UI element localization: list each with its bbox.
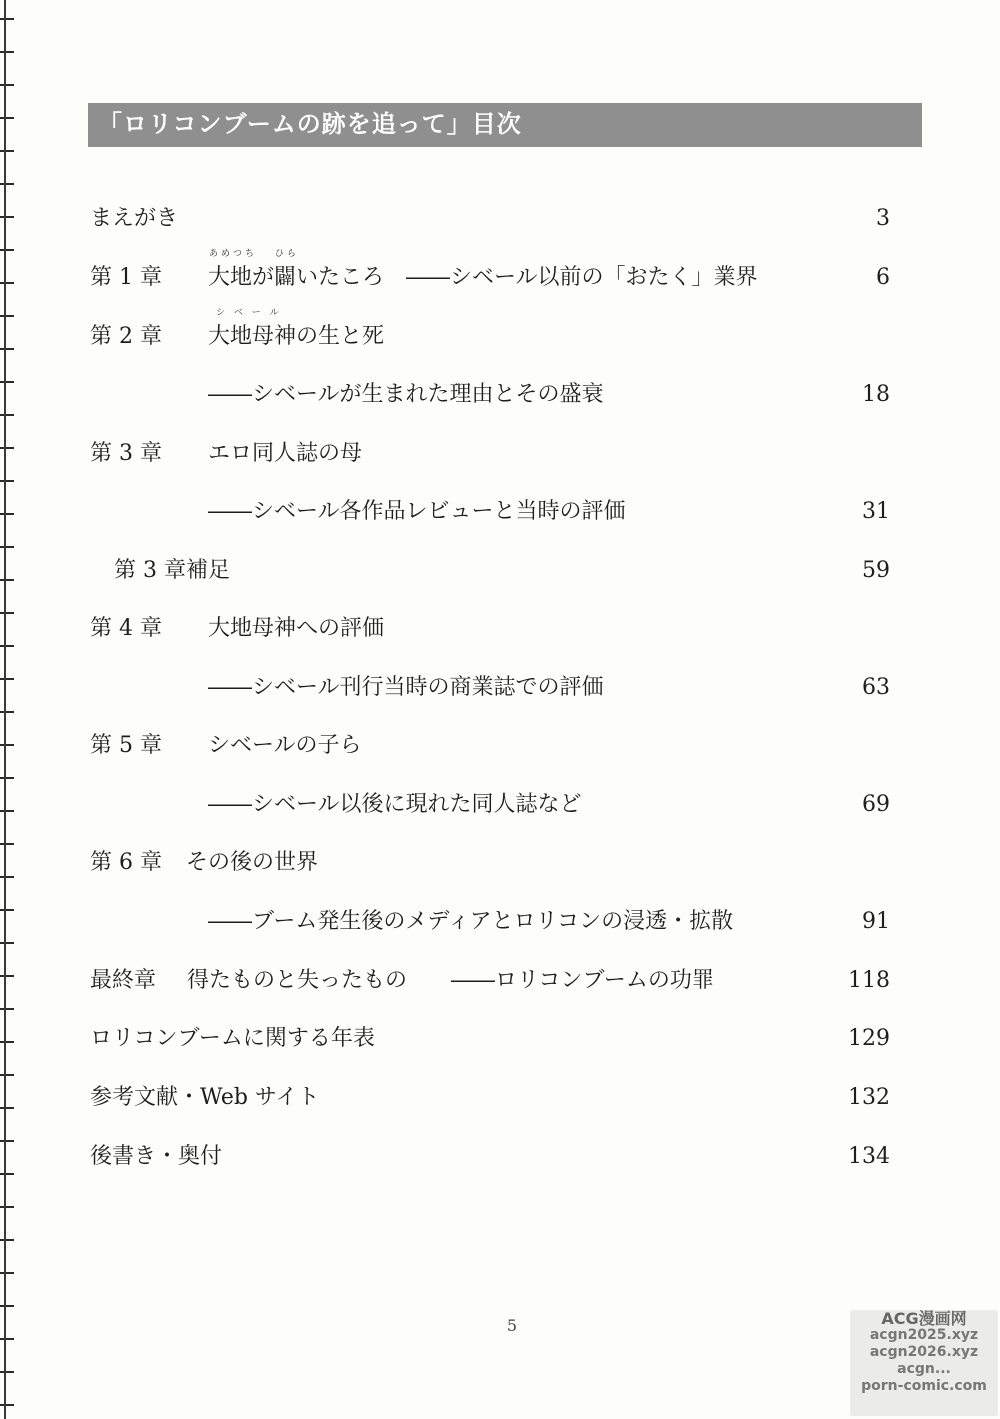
toc-label: 参考文献・Web サイト: [90, 1085, 320, 1110]
toc-page: 129: [848, 1026, 890, 1051]
toc-entry-chapter-1[interactable]: [90, 260, 890, 296]
toc-title: エロ同人誌の母: [208, 441, 363, 466]
toc-subtitle: ――ブーム発生後のメディアとロリコンの浸透・拡散: [208, 909, 734, 934]
watermark-url: porn-comic.com: [861, 1378, 987, 1394]
toc-page: 6: [876, 265, 890, 290]
toc-subentry-chapter-5: [90, 787, 890, 823]
toc-label: 第 3 章補足: [114, 558, 230, 583]
toc-title: その後の世界: [186, 850, 319, 875]
page-title: 「ロリコンブームの跡を追って」目次: [98, 110, 522, 138]
watermark-url: acgn2025.xyz: [869, 1327, 979, 1343]
toc-entry-chapter-6[interactable]: [90, 845, 890, 881]
toc-label: 第 5 章: [90, 733, 162, 758]
toc-entry-chapter-5[interactable]: [90, 728, 890, 764]
toc-label: 第 3 章: [90, 441, 162, 466]
toc-entry-chapter-3-supplement[interactable]: [90, 553, 890, 589]
toc-label: 第 4 章: [90, 616, 162, 641]
toc-page: 59: [862, 558, 890, 583]
toc-subtitle: ――シベール以後に現れた同人誌など: [208, 792, 582, 817]
toc-label: 最終章: [90, 968, 157, 993]
toc-label: 後書き・奥付: [90, 1144, 223, 1169]
toc-entry-final-chapter[interactable]: [90, 963, 890, 999]
toc-entry-chapter-2[interactable]: [90, 319, 890, 355]
toc-label: まえがき: [90, 206, 179, 231]
toc-page: 132: [848, 1085, 890, 1110]
page-number: 5: [506, 1316, 518, 1335]
watermark-url: acgn...: [897, 1361, 951, 1377]
toc-entry-preface[interactable]: [90, 201, 890, 237]
toc-page: 3: [876, 206, 890, 231]
toc-page: 63: [862, 675, 890, 700]
toc-entry-chapter-4[interactable]: [90, 611, 890, 647]
toc-title: 大地が闢いたころ ――シベール以前の「おたく」業界: [208, 265, 758, 290]
watermark-title: ACG漫画网: [881, 1309, 967, 1328]
toc-entry-afterword[interactable]: [90, 1139, 890, 1175]
toc-page: 69: [862, 792, 890, 817]
page-binding-edge: [0, 0, 14, 1419]
toc-page: 18: [862, 382, 890, 407]
toc-subtitle: ――シベール各作品レビューと当時の評価: [208, 499, 626, 524]
toc-label: ロリコンブームに関する年表: [90, 1026, 375, 1051]
toc-entry-chronology[interactable]: [90, 1021, 890, 1057]
toc-label: 第 1 章: [90, 265, 162, 290]
toc-subentry-chapter-4: [90, 670, 890, 706]
toc-subentry-chapter-6: [90, 904, 890, 940]
toc-entry-references[interactable]: [90, 1080, 890, 1116]
toc-page: 134: [848, 1144, 890, 1169]
toc-page: 91: [862, 909, 890, 934]
toc-title: シベールの子ら: [208, 733, 362, 758]
toc-title: 大地母神への評価: [208, 616, 385, 641]
toc-title: 得たものと失ったもの ――ロリコンブームの功罪: [187, 968, 714, 993]
watermark: [850, 1310, 998, 1416]
toc-subentry-chapter-3: [90, 494, 890, 530]
toc-subtitle: ――シベール刊行当時の商業誌での評価: [208, 675, 604, 700]
toc-subtitle: ――シベールが生まれた理由とその盛衰: [208, 382, 604, 407]
toc-entry-chapter-3[interactable]: [90, 436, 890, 472]
toc-title: 大地母神の生と死: [208, 324, 385, 349]
toc-page: 31: [862, 499, 890, 524]
watermark-url: acgn2026.xyz: [869, 1344, 979, 1360]
toc-label: 第 2 章: [90, 324, 162, 349]
toc-label: 第 6 章: [90, 850, 162, 875]
toc-subentry-chapter-2: [90, 377, 890, 413]
toc-page: 118: [848, 968, 890, 993]
ruby-text: シ ベ ー ル: [216, 308, 282, 318]
ruby-text: あめつち ひら: [209, 249, 299, 259]
